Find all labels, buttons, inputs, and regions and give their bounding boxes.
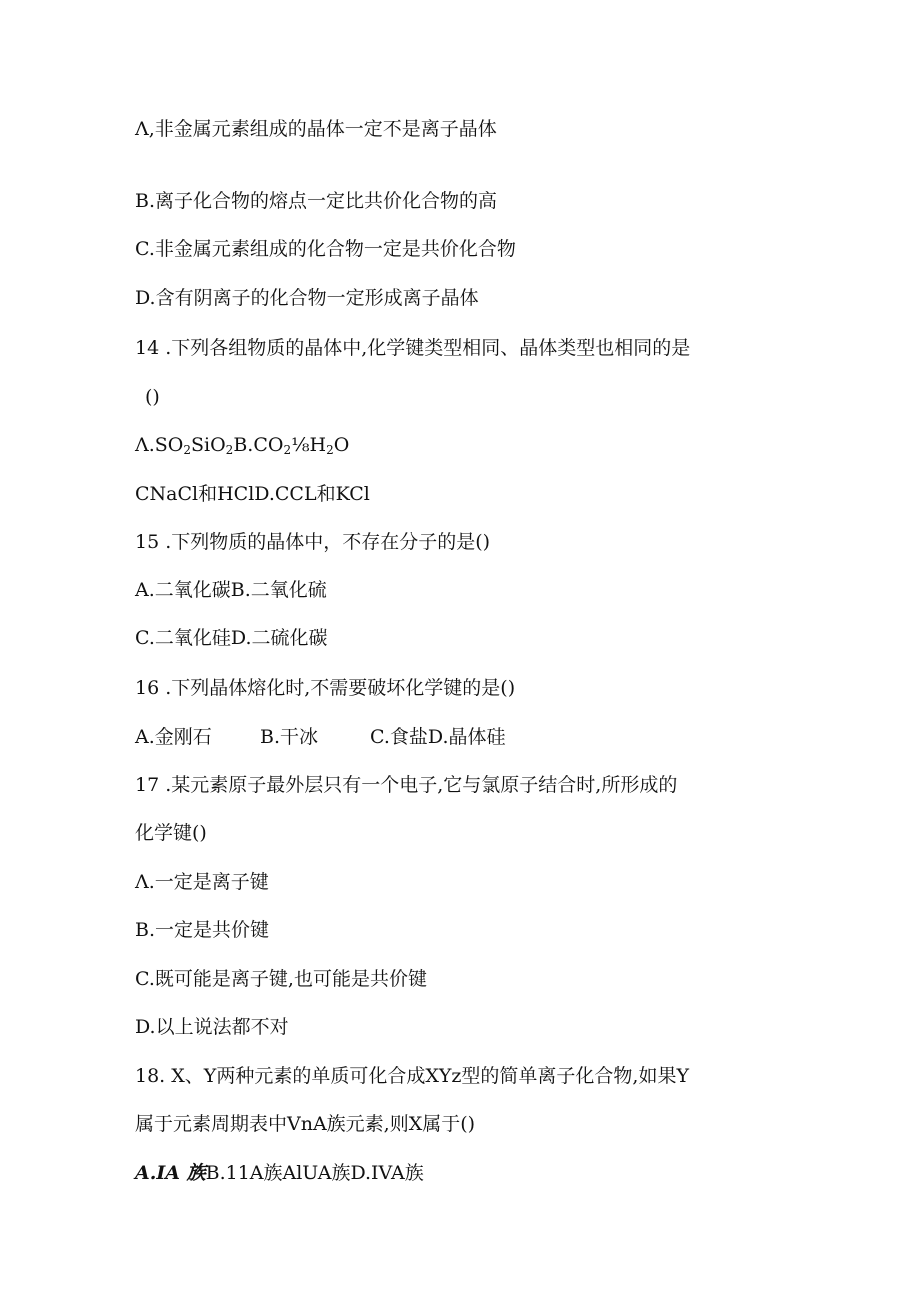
q18-stem-line1: 18. X、Y两种元素的单质可化合成XYz型的简单离子化合物,如果Y [135,1065,689,1087]
q14-formula-text: O [333,434,350,456]
q15-stem: 15 .下列物质的晶体中，不存在分子的是() [135,531,491,553]
q17-option-b: B.一定是共价键 [135,919,270,941]
q16-option-b: B.干冰 [260,726,319,748]
q14-stem-line2: () [145,386,160,408]
q17-option-a: Λ.一定是离子键 [135,871,269,893]
q14-subscript: 2 [225,443,234,457]
q13-option-b: B.离子化合物的熔点一定比共价化合物的高 [135,190,498,212]
q15-options-ab: A.二氧化碳B.二氧化硫 [135,579,327,601]
q17-stem-line2: 化学键() [135,822,207,844]
q13-option-d: D.含有阴离子的化合物一定形成离子晶体 [135,287,479,309]
q17-option-d: D.以上说法都不对 [135,1016,289,1038]
q15-options-cd: C.二氧化硅D.二硫化碳 [135,627,328,649]
q14-formula-text: Λ.SO [135,434,184,456]
q14-options-ab [135,433,349,462]
q13-option-c: C.非金属元素组成的化合物一定是共价化合物 [135,238,516,260]
q14-subscript: 2 [183,443,191,457]
q18-option-a: A.IA 族 [135,1162,206,1184]
q18-options-rest: B.11A族AlUA族D.IVA族 [205,1162,424,1184]
q18-options [135,1161,424,1185]
q14-options-cd: CNaCl和HClD.CCL和KCl [135,483,370,505]
q14-formula-text: ⅛H [291,434,327,456]
q14-stem-line1: 14 .下列各组物质的晶体中,化学键类型相同、晶体类型也相同的是 [135,337,691,359]
q17-option-c: C.既可能是离子键,也可能是共价键 [135,968,427,990]
q18-stem-line2: 属于元素周期表中VnA族元素,则X属于() [135,1113,476,1135]
q14-formula-text: SiO [191,434,226,456]
q14-subscript: 2 [283,443,292,457]
q13-option-a: Λ,非金属元素组成的晶体一定不是离子晶体 [135,118,497,140]
q17-stem-line1: 17 .某元素原子最外层只有一个电子,它与氯原子结合时,所形成的 [135,774,678,796]
q14-subscript: 2 [326,443,334,457]
q16-stem: 16 .下列晶体熔化时,不需要破坏化学键的是() [135,677,516,699]
q16-options-cd: C.食盐D.晶体硅 [370,726,506,748]
q16-option-a: A.金刚石 [135,726,212,748]
q14-formula-text: B.CO [233,434,284,456]
